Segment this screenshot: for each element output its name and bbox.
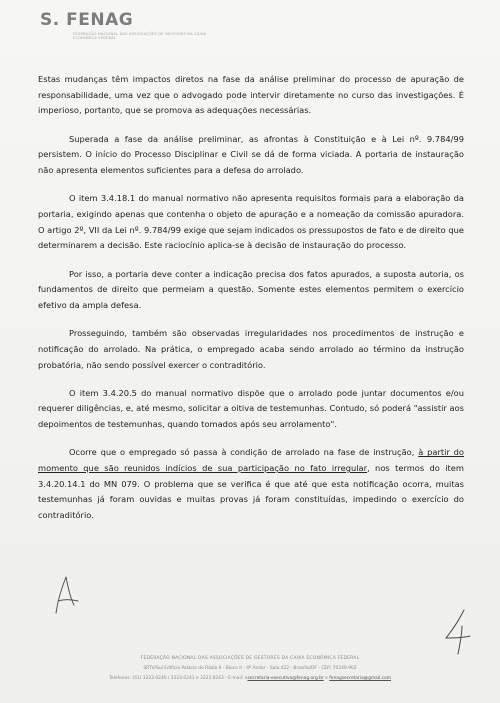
logo-wordmark: S. FENAG xyxy=(40,10,134,30)
paragraph-text: Ocorre que o empregado só passa à condição de arrolado na fase de instrução, xyxy=(69,447,419,458)
footer-separator: e xyxy=(323,676,330,681)
footer-email-link[interactable]: secretaria-executiva@fenag.org.br xyxy=(247,676,324,681)
paragraph: Superada a fase da análise preliminar, as afrontas à Constituição e à Lei nº. 9.784/99 persistem. O início do Processo Disciplinar e Civil se dá de forma viciada. A portaria de instauração não apresenta elementos suficientes para a defesa do arrolado. xyxy=(38,133,464,176)
paragraph-last xyxy=(38,445,464,524)
paragraph: O item 3.4.20.5 do manual normativo dispõe que o arrolado pode juntar documentos e/ou requerer diligências, e, até mesmo, solicitar a oitiva de testemunhas. Contudo, só poderá "assistir aos depoimentos de testemunhas, quando tomados após seu arrolamento". xyxy=(38,387,464,430)
paragraph: Por isso, a portaria deve conter a indicação precisa dos fatos apurados, a suposta autoria, os fundamentos de direito que permeiam a questão. Somente estes elementos permitem o exercício efetivo da ampla defesa. xyxy=(38,268,464,310)
document-body xyxy=(38,72,464,536)
underlined-text: à partir do momento que são reunidos indícios de sua participação no fato irregular xyxy=(38,447,465,474)
initials-signature xyxy=(52,575,82,621)
paragraph: Estas mudanças têm impactos diretos na fase da análise preliminar do processo de apuração de responsabilidade, uma vez que o advogado pode intervir diretamente no curso das investigações. É imperioso, portanto, que se promova as adequações necessárias. xyxy=(38,74,464,116)
footer-phones: Telefones: (61) 3223.0240 / 3223.0241 e 3223.0243 - E-mail: e xyxy=(108,676,248,681)
footer-contacts xyxy=(0,674,500,684)
fenag-logo xyxy=(40,8,207,44)
letter-footer xyxy=(0,654,500,684)
paragraph: Prosseguindo, também são observadas irregularidades nos procedimentos de instrução e notificação do arrolado. Na prática, o empregado acaba sendo arrolado ao término da instrução probatória, não sendo possível exercer o contraditório. xyxy=(38,328,464,370)
logo-tagline: FEDERAÇÃO NACIONAL DAS ASSOCIAÇÕES DE GESTORES DA CAIXA ECONÔMICA FEDERAL xyxy=(73,32,207,41)
footer-email-link[interactable]: fenagsecretaria@gmail.com xyxy=(329,676,392,681)
handwritten-signature xyxy=(440,608,476,660)
footer-organization: FEDERAÇÃO NACIONAL DAS ASSOCIAÇÕES DE GESTORES DA CAIXA ECONÔMICA FEDERAL xyxy=(140,656,360,661)
paragraph-text: , nos termos do item 3.4.20.14.1 do MN 079. O problema que se verifica é que até que esta notificação ocorra, muitas testemunhas já foram ouvidas e muitas provas já foram constituídas, impedindo o exercício do contraditório. xyxy=(38,463,464,521)
paragraph: O item 3.4.18.1 do manual normativo não apresenta requisitos formais para a elaboração da portaria, exigindo apenas que contenha o objeto de apuração e a nomeação da comissão apuradora. O artigo 2º, VII da Lei nº. 9.784/99 exige que sejam indicados os pressupostos de fato e de direito que determinarem a decisão. Este raciocínio aplica-se à decisão de instauração do processo. xyxy=(38,193,464,251)
footer-address: SRTV/Sul Edifício Palácio do Rádio II - Bloco II - 4º Andar - Sala 422 - Brasília/DF - CEP: 70340-902 xyxy=(143,666,357,671)
